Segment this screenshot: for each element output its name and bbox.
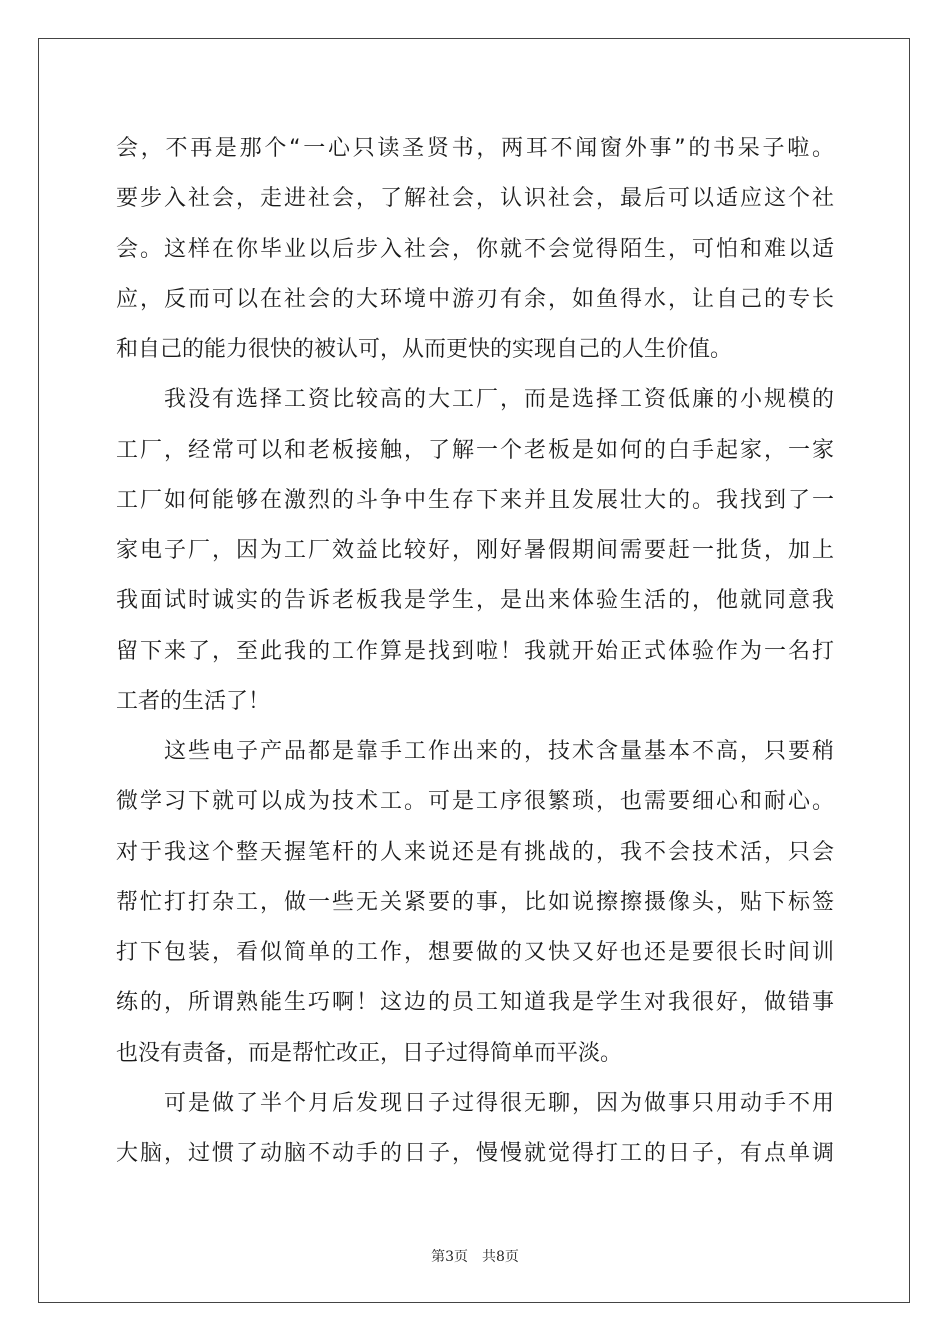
page-footer [0, 1246, 950, 1266]
text-line: 要步入社会，走进社会，了解社会，认识社会，最后可以适应这个社 [116, 186, 834, 212]
page-total: 共8页 [482, 1249, 519, 1265]
paragraph [116, 1079, 834, 1180]
text-line: 工厂如何能够在激烈的斗争中生存下来并且发展壮大的。我找到了一 [116, 487, 834, 513]
text-line: 练的，所谓熟能生巧啊！这边的员工知道我是学生对我很好，做错事 [116, 990, 834, 1016]
text-line: 微学习下就可以成为技术工。可是工序很繁琐，也需要细心和耐心。 [116, 789, 834, 815]
text-line: 这些电子产品都是靠手工作出来的，技术含量基本不高，只要稍 [164, 739, 834, 764]
text-line: 我没有选择工资比较高的大工厂，而是选择工资低廉的小规模的 [164, 387, 834, 413]
text-line: 打下包装，看似简单的工作，想要做的又快又好也还是要很长时间训 [116, 940, 834, 965]
text-line: 帮忙打打杂工，做一些无关紧要的事，比如说擦擦摄像头，贴下标签 [116, 889, 834, 915]
text-line: 工厂，经常可以和老板接触，了解一个老板是如何的白手起家，一家 [116, 437, 834, 463]
text-line: 家电子厂，因为工厂效益比较好，刚好暑假期间需要赶一批货，加上 [116, 538, 834, 563]
text-line: 也没有责备，而是帮忙改正，日子过得简单而平淡。 [116, 1040, 623, 1066]
document-body [116, 124, 834, 1179]
page-number: 第3页 [431, 1249, 468, 1265]
text-line: 应，反而可以在社会的大环境中游刃有余，如鱼得水，让自己的专长 [116, 286, 834, 312]
text-line: 留下来了，至此我的工作算是找到啦！我就开始正式体验作为一名打 [116, 638, 834, 664]
paragraph [116, 375, 834, 727]
text-line: 工者的生活了！ [116, 688, 271, 714]
paragraph [116, 124, 834, 375]
text-line: 会。这样在你毕业以后步入社会，你就不会觉得陌生，可怕和难以适 [116, 236, 834, 262]
text-line: 我面试时诚实的告诉老板我是学生，是出来体验生活的，他就同意我 [116, 588, 834, 614]
text-line: 会，不再是那个“一心只读圣贤书，两耳不闻窗外事”的书呆子啦。 [116, 136, 834, 161]
text-line: 对于我这个整天握笔杆的人来说还是有挑战的，我不会技术活，只会 [116, 839, 834, 865]
paragraph [116, 727, 834, 1079]
text-line: 大脑，过惯了动脑不动手的日子，慢慢就觉得打工的日子，有点单调 [116, 1141, 834, 1166]
text-line: 和自己的能力很快的被认可，从而更快的实现自己的人生价值。 [116, 337, 733, 362]
text-line: 可是做了半个月后发现日子过得很无聊，因为做事只用动手不用 [164, 1090, 834, 1116]
